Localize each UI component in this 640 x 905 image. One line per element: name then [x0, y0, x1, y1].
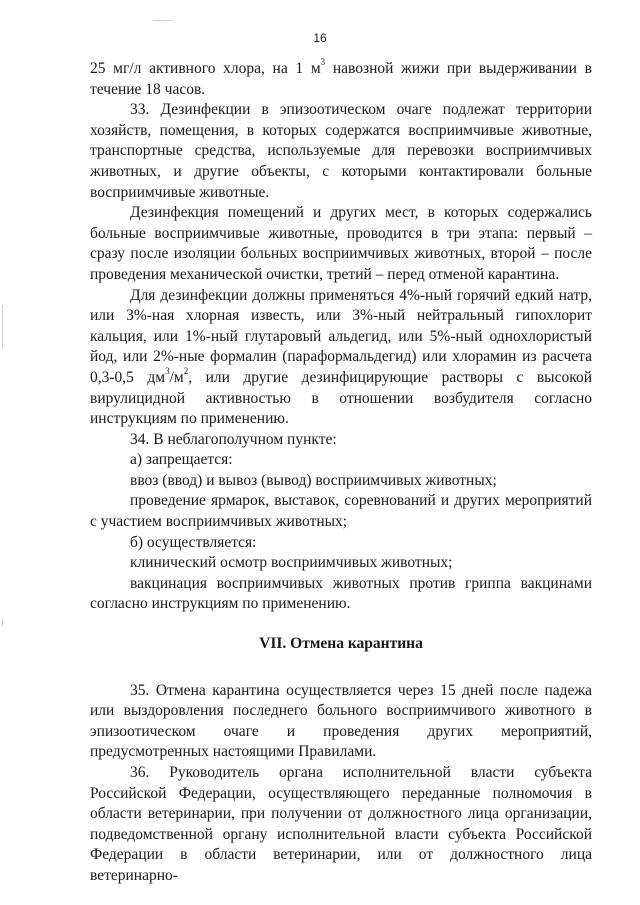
- paragraph-34: 34. В неблагополучном пункте:: [130, 430, 337, 448]
- list-item-prohibited: а) запрещается:: [130, 451, 233, 469]
- document-body: [90, 56, 593, 887]
- scan-mark-top: [153, 20, 173, 21]
- paragraph-36: 36. Руководитель органа исполнительной власти субъекта Российской Федерации, осуществляющего переданные полномочия в области ветеринарии, при получении от должностного лица организации, подведомственной органу исполнительной власти субъекта Российской Федерации в области ветеринарии, или от должностного лица ветеринарно-: [90, 764, 592, 884]
- paragraph-disinfectants: Для дезинфекции должны применяться 4%-ный горячий едкий натр, или 3%-ная хлорная известь, или 3%-ный нейтральный гипохлорит кальция, или 1%-ный глутаровый альдегид, или 5%-ный однохлористый йод, или 2%-ные формалин (параформальдегид) или хлорамин из расчета 0,3-0,5 $дм^3/м^2$, или другие дезинфицирующие растворы с высокой вирулицидной активностью в отношении возбудителя согласно инструкциям по применению.: [90, 286, 593, 428]
- list-item-events: проведение ярмарок, выставок, соревнований и других мероприятий с участием восприимчивых животных;: [90, 492, 592, 531]
- section-heading: VII. Отмена карантина: [259, 635, 423, 653]
- scan-mark-left-2: [2, 618, 3, 626]
- page-number: 16: [313, 31, 327, 45]
- list-item-import-export: ввоз (ввод) и вывоз (вывод) восприимчивых животных;: [130, 471, 497, 489]
- paragraph-35: 35. Отмена карантина осуществляется через 15 дней после падежа или выздоровления последнего больного восприимчивого животного в эпизоотическом очаге и проведения других мероприятий, предусмотренных настоящими Правилами.: [90, 681, 592, 761]
- list-item-performed: б) осуществляется:: [130, 533, 257, 551]
- list-item-vaccination: вакцинация восприимчивых животных против гриппа вакцинами согласно инструкциям по применению.: [90, 574, 592, 613]
- list-item-examination: клинический осмотр восприимчивых животных;: [130, 554, 453, 572]
- paragraph-33: 33. Дезинфекции в эпизоотическом очаге подлежат территории хозяйств, помещения, в которых содержатся восприимчивые животные, транспортные средства, используемые для перевозки восприимчивых животных, и другие объекты, с которыми контактировали больные восприимчивые животные.: [90, 101, 592, 201]
- paragraph-disinfection-stages: Дезинфекция помещений и других мест, в которых содержались больные восприимчивые животные, проводится в три этапа: первый – сразу после изоляции больных восприимчивых животных, второй – после проведения механической очистки, третий – перед отменой карантина.: [90, 204, 592, 283]
- paragraph-chlorine-dose: 25 мг/л активного хлора, на 1 $м^3$ навозной жижи при выдерживании в течение 18 часов.: [90, 56, 592, 98]
- scan-mark-left: [2, 305, 3, 349]
